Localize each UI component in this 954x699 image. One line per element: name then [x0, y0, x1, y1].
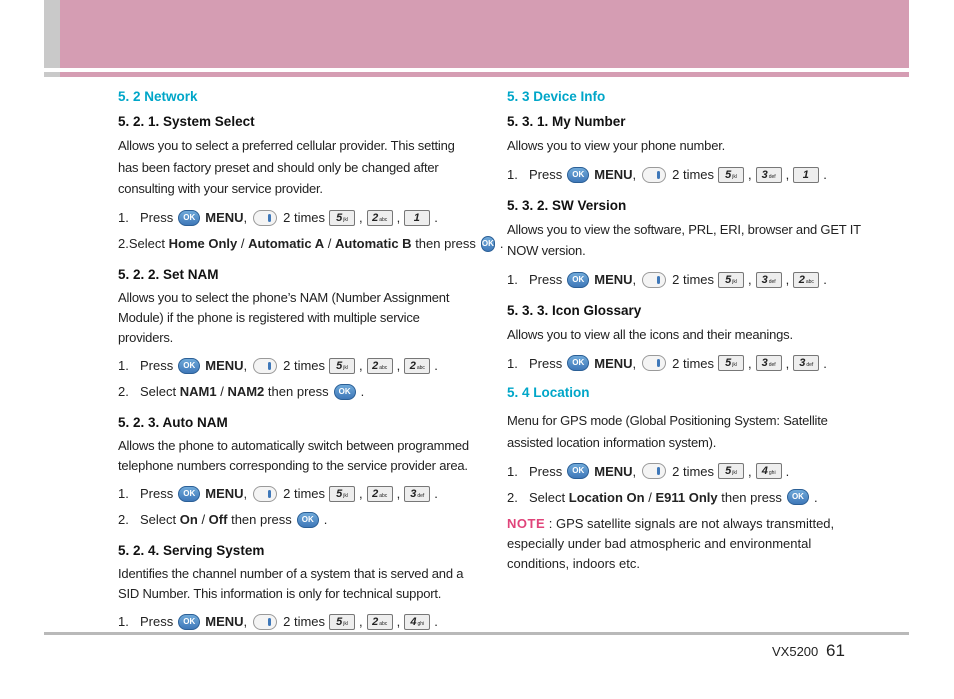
ok-key-icon: OK [178, 614, 200, 630]
my-number-heading: 5. 3. 1. My Number [507, 114, 626, 129]
ok-key-icon: OK [567, 167, 589, 183]
ok-key-icon: OK [567, 463, 589, 479]
key-5-icon: 5 jkl [718, 355, 744, 371]
model-name: VX5200 [772, 644, 819, 659]
page-number: 61 [826, 641, 845, 660]
ok-key-icon: OK [567, 272, 589, 288]
key-4-icon: 4 ghi [756, 463, 782, 479]
auto-nam-desc: Allows the phone to automatically switch between programmed telephone numbers corresponding to the service provider area. [118, 437, 469, 473]
icon-glossary-step-1: 1. Press OK MENU , 2 times 5 jkl , 3 def , 3 def . [507, 355, 827, 371]
key-5-icon: 5 jkl [329, 210, 355, 226]
key-2-icon: 2 abc [367, 614, 393, 630]
left-column [118, 86, 504, 635]
icon-glossary-heading: 5. 3. 3. Icon Glossary [507, 302, 642, 318]
header-pink-band [60, 0, 909, 68]
navigation-key-icon [642, 167, 666, 183]
icon-glossary-desc: Allows you to view all the icons and their meanings. [507, 326, 793, 342]
ok-key-icon: OK [567, 355, 589, 371]
ok-key-icon: OK [178, 358, 200, 374]
section-location-heading: 5. 4 Location [507, 385, 590, 400]
key-5-icon: 5 jkl [718, 167, 744, 183]
key-5-icon: 5 jkl [329, 614, 355, 630]
sw-version-step-1: 1. Press OK MENU , 2 times 5 jkl , 3 def , 2 abc . [507, 272, 827, 287]
auto-nam-step-2: 2. Select On / Off then press OK . [118, 512, 328, 527]
right-column [507, 86, 867, 574]
key-2-icon: 2 abc [367, 486, 393, 502]
key-1-icon: 1 [404, 210, 430, 226]
note-label: NOTE [507, 516, 546, 531]
key-1-icon: 1 [793, 167, 819, 183]
section-network-heading: 5. 2 Network [118, 89, 198, 104]
my-number-step-1: 1. Press OK MENU , 2 times 5 jkl , 3 def , 1 . [507, 167, 827, 182]
gps-note [507, 514, 867, 574]
serving-system-heading: 5. 2. 4. Serving System [118, 542, 265, 558]
navigation-key-icon [642, 272, 666, 288]
set-nam-heading: 5. 2. 2. Set NAM [118, 266, 219, 282]
serving-system-desc: Identifies the channel number of a system that is served and a SID Number. This information is only for technical support. [118, 565, 464, 601]
key-5-icon: 5 jkl [718, 463, 744, 479]
key-5-icon: 5 jkl [329, 486, 355, 502]
set-nam-step-2: 2. Select NAM1 / NAM2 then press OK . [118, 384, 365, 399]
ok-key-icon: OK [297, 512, 319, 528]
footer-rule [44, 632, 909, 635]
navigation-key-icon [253, 614, 277, 630]
ok-key-icon: OK [178, 210, 200, 226]
navigation-key-icon [642, 463, 666, 479]
sw-version-heading: 5. 3. 2. SW Version [507, 197, 627, 213]
system-select-desc: Allows you to select a preferred cellular provider. This setting has been factory preset and should only be changed after consulting with your service provider. [118, 138, 455, 196]
key-3-icon: 3 def [756, 167, 782, 183]
header-gray-rule [44, 72, 60, 77]
system-select-step-1: 1. Press OK MENU , 2 times 5 jkl , 2 abc , 1 . [118, 210, 438, 225]
navigation-key-icon [642, 355, 666, 371]
serving-system-step-1: 1. Press OK MENU , 2 times 5 jkl , 2 abc , 4 ghi . [118, 614, 438, 629]
auto-nam-heading: 5. 2. 3. Auto NAM [118, 414, 228, 430]
my-number-desc: Allows you to view your phone number. [507, 138, 726, 153]
section-device-info-heading: 5. 3 Device Info [507, 89, 606, 104]
key-2-icon: 2 abc [793, 272, 819, 288]
key-4-icon: 4 ghi [404, 614, 430, 630]
system-select-step-2: 2. Select Home Only / Automatic A / Automatic B then press OK . [118, 236, 504, 251]
ok-key-icon: OK [787, 489, 809, 505]
location-step-2: 2. Select Location On / E911 Only then press OK . [507, 489, 818, 505]
header-pink-rule [60, 72, 909, 77]
key-3-icon: 3 def [793, 355, 819, 371]
navigation-key-icon [253, 358, 277, 374]
auto-nam-step-1: 1. Press OK MENU , 2 times 5 jkl , 2 abc , 3 def . [118, 486, 438, 501]
key-2-icon: 2 abc [367, 358, 393, 374]
note-text: : GPS satellite signals are not always transmitted, especially under bad atmospheric and environmental conditions, indoors etc. [507, 516, 835, 571]
system-select-heading: 5. 2. 1. System Select [118, 114, 255, 129]
key-3-icon: 3 def [756, 272, 782, 288]
navigation-key-icon [253, 210, 277, 226]
key-2-icon: 2 abc [404, 358, 430, 374]
ok-key-icon: OK [481, 236, 495, 252]
key-3-icon: 3 def [756, 355, 782, 371]
set-nam-step-1: 1. Press OK MENU , 2 times 5 jkl , 2 abc , 2 abc . [118, 358, 438, 373]
navigation-key-icon [253, 486, 277, 502]
set-nam-desc: Allows you to select the phone’s NAM (Number Assignment Module) if the phone is registered with multiple service providers. [118, 289, 450, 345]
key-5-icon: 5 jkl [329, 358, 355, 374]
sw-version-desc: Allows you to view the software, PRL, ERI, browser and GET IT NOW version. [507, 221, 861, 258]
key-5-icon: 5 jkl [718, 272, 744, 288]
ok-key-icon: OK [334, 384, 356, 400]
location-step-1: 1. Press OK MENU , 2 times 5 jkl , 4 ghi . [507, 463, 790, 479]
key-3-icon: 3 def [404, 486, 430, 502]
key-2-icon: 2 abc [367, 210, 393, 226]
header-gray-block [44, 0, 60, 68]
location-desc: Menu for GPS mode (Global Positioning System: Satellite assisted location information system). [507, 413, 828, 450]
ok-key-icon: OK [178, 486, 200, 502]
